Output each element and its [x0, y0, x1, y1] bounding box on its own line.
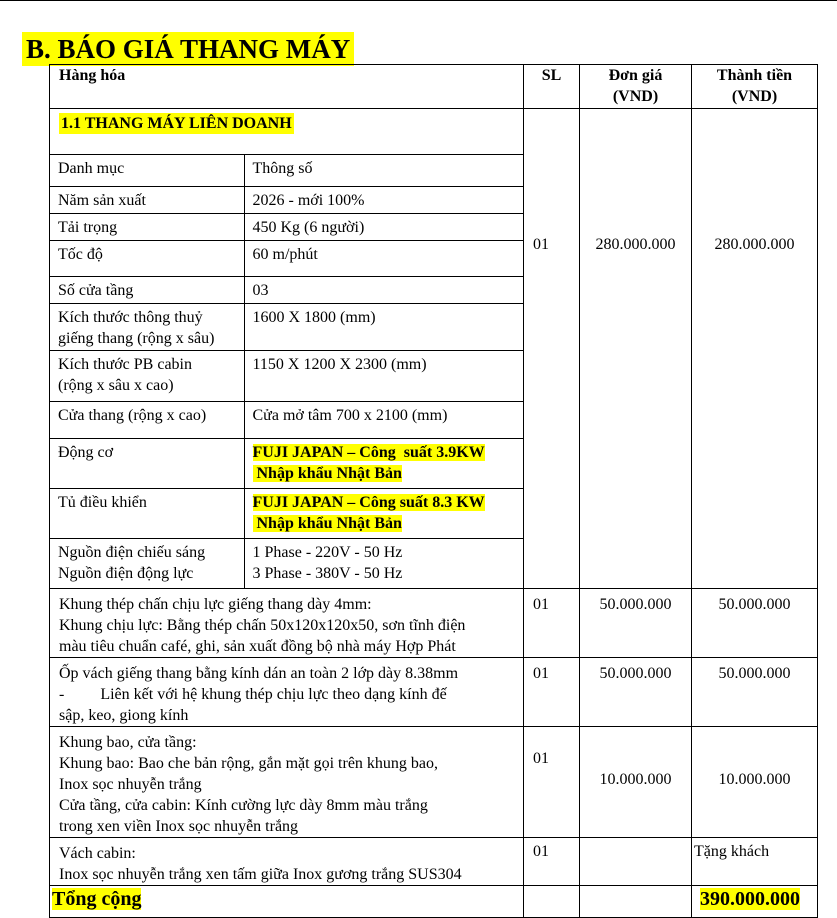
spec-row: [50, 187, 524, 214]
section1-title: 1.1 THANG MÁY LIÊN DOANH: [61, 115, 292, 132]
item-line: Inox sọc nhuyễn trắng xen tấm giữa Inox gương trắng SUS304: [59, 865, 462, 883]
spec-value-highlight: Nhập khẩu Nhật Bản: [252, 515, 402, 532]
spec-value-line: 2026 - mới 100%: [252, 192, 365, 209]
top-rule: [0, 0, 837, 1]
spec-value-line: 450 Kg (6 người): [252, 219, 365, 236]
total-row: [50, 885, 818, 917]
item-unit-price: 50.000.000: [580, 657, 692, 726]
spec-value-line: [253, 442, 525, 463]
spec-value-line: [253, 513, 525, 534]
spec-name-line: Nguồn điện động lực: [58, 565, 194, 582]
spec-row: [50, 241, 524, 277]
quote-table: [49, 64, 818, 918]
page-title: B. BÁO GIÁ THANG MÁY: [22, 32, 354, 66]
spec-value-highlight: FUJI JAPAN – Công suất 3.9KW: [252, 444, 485, 461]
spec-value: [244, 304, 524, 351]
spec-name: [50, 304, 244, 351]
spec-value: [244, 402, 524, 439]
col-unit-price: Đơn giá (VND): [580, 65, 692, 109]
spec-value: [244, 489, 524, 539]
col-total: Thành tiền (VND): [692, 65, 818, 109]
item-description: [50, 726, 524, 837]
spec-row: [50, 439, 524, 489]
item-line: Vách cabin:: [59, 844, 136, 862]
spec-value: [244, 241, 524, 277]
item-description: [50, 588, 524, 657]
spec-name-line: Tốc độ: [58, 246, 103, 263]
spec-table: [50, 154, 524, 588]
spec-value-line: 1150 X 1200 X 2300 (mm): [252, 356, 427, 373]
spec-name-line: Động cơ: [58, 444, 114, 461]
item-unit-price: 10.000.000: [580, 726, 692, 837]
spec-name: [50, 351, 244, 402]
section1-total: 280.000.000: [692, 109, 818, 589]
spec-value-line: 60 m/phút: [252, 246, 318, 263]
spec-row: [50, 489, 524, 539]
section1-row: [50, 109, 818, 589]
spec-value-line: 03: [252, 282, 269, 299]
item-qty: 01: [524, 588, 580, 657]
spec-value: [244, 351, 524, 402]
total-value: 390.000.000: [700, 887, 800, 910]
col-goods: Hàng hóa: [50, 65, 524, 109]
spec-name: [50, 277, 244, 304]
spec-value-line: Cửa mở tâm 700 x 2100 (mm): [252, 407, 448, 424]
spec-value: [244, 214, 524, 241]
spec-name-line: Nguồn điện chiếu sáng: [58, 544, 206, 561]
spec-name: [50, 402, 244, 439]
item-unit-price: 50.000.000: [580, 588, 692, 657]
item-description: [50, 657, 524, 726]
spec-header-value: Thông số: [244, 155, 524, 187]
spec-row: [50, 214, 524, 241]
spec-name-line: Số cửa tầng: [58, 282, 134, 299]
item-row: [50, 837, 818, 885]
spec-row: [50, 539, 524, 588]
item-line: màu tiêu chuẩn café, ghi, sản xuất đồng bộ nhà máy Hợp Phát: [59, 637, 456, 655]
item-row: [50, 588, 818, 657]
col-qty: SL: [524, 65, 580, 109]
total-label-cell: [50, 885, 524, 917]
item-line: Khung bao, cửa tầng:: [59, 733, 197, 751]
item-line: Inox sọc nhuyễn trắng: [59, 775, 202, 793]
item-total: Tặng khách: [692, 837, 818, 885]
spec-value: [244, 539, 524, 588]
spec-name-line: Tủ điều khiển: [58, 494, 147, 511]
spec-value: [244, 187, 524, 214]
spec-name: [50, 439, 244, 489]
spec-name: [50, 489, 244, 539]
item-line: Ốp vách giếng thang bằng kính dán an toàn 2 lớp dày 8.38mm: [59, 664, 459, 682]
spec-name-line: (rộng x sâu x cao): [58, 377, 174, 394]
item-line: - Liên kết với hệ khung thép chịu lực theo dạng kính đế: [59, 685, 447, 703]
item-qty: 01: [524, 657, 580, 726]
spec-name-line: Cửa thang (rộng x cao): [58, 407, 207, 424]
total-value-cell: [692, 885, 818, 917]
item-line: Khung thép chấn chịu lực giếng thang dày 4mm:: [59, 595, 372, 613]
spec-value-line: [253, 492, 525, 513]
item-row: [50, 726, 818, 837]
spec-name: [50, 241, 244, 277]
spec-name-line: Năm sản xuất: [58, 192, 146, 209]
spec-name: [50, 539, 244, 588]
section1-unit-price: 280.000.000: [580, 109, 692, 589]
spec-name-line: Kích thước PB cabin: [58, 356, 192, 373]
section1-qty: 01: [524, 109, 580, 589]
spec-name: [50, 214, 244, 241]
item-line: trong xen viền Inox sọc nhuyễn trắng: [59, 817, 299, 835]
item-row: [50, 657, 818, 726]
item-qty: 01: [524, 726, 580, 837]
item-line: Khung chịu lực: Bằng thép chấn 50x120x120x50, sơn tĩnh điện: [59, 616, 466, 634]
spec-row: [50, 402, 524, 439]
spec-value-line: [253, 463, 525, 484]
section1-goods: [50, 109, 524, 589]
spec-name-line: giếng thang (rộng x sâu): [58, 330, 215, 347]
spec-name: [50, 187, 244, 214]
spec-value-line: 1600 X 1800 (mm): [252, 309, 376, 326]
spec-value-highlight: Nhập khẩu Nhật Bản: [252, 465, 402, 482]
spec-value-line: 1 Phase - 220V - 50 Hz: [252, 544, 403, 561]
item-line: sập, keo, giong kính: [59, 706, 189, 724]
total-label: Tổng cộng: [52, 887, 142, 910]
spec-row: [50, 351, 524, 402]
spec-name-line: Tải trọng: [58, 219, 118, 236]
spec-value: [244, 439, 524, 489]
item-total: 50.000.000: [692, 588, 818, 657]
spec-row: [50, 304, 524, 351]
item-total: 10.000.000: [692, 726, 818, 837]
item-qty: 01: [524, 837, 580, 885]
spec-value-highlight: FUJI JAPAN – Công suất 8.3 KW: [252, 494, 485, 511]
header-row: [50, 65, 818, 109]
spec-value: [244, 277, 524, 304]
item-unit-price: [580, 837, 692, 885]
spec-header-row: [50, 155, 524, 187]
item-line: Khung bao: Bao che bản rộng, gắn mặt gọi trên khung bao,: [59, 754, 439, 772]
spec-value-line: 3 Phase - 380V - 50 Hz: [252, 565, 403, 582]
spec-name-line: Kích thước thông thuỷ: [58, 309, 203, 326]
item-line: Cửa tầng, cửa cabin: Kính cường lực dày 8mm màu trắng: [59, 796, 428, 814]
item-description: [50, 837, 524, 885]
spec-header-name: Danh mục: [50, 155, 244, 187]
item-total: 50.000.000: [692, 657, 818, 726]
spec-row: [50, 277, 524, 304]
